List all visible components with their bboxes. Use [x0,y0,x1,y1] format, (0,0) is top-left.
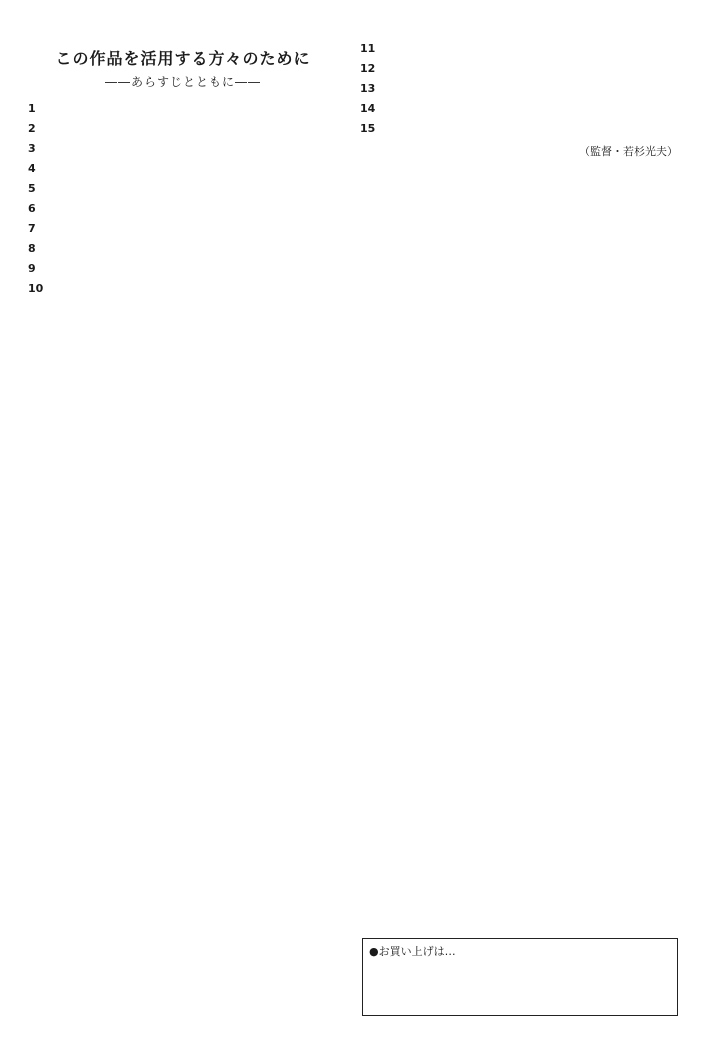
section-number: 1 [28,102,36,115]
section-5 [28,180,338,197]
section-body [46,200,338,217]
section-12 [360,60,678,77]
section-number: 12 [360,62,376,75]
page-subtitle: ――あらすじとともに―― [104,75,261,89]
section-number: 15 [360,122,376,135]
section-body [46,280,338,297]
section-14 [360,100,678,117]
section-number: 14 [360,102,376,115]
section-6 [28,200,338,217]
section-body [378,100,678,117]
section-number: 4 [28,162,36,175]
left-column [28,40,338,300]
section-7 [28,220,338,237]
section-body [378,120,678,137]
section-number: 10 [28,282,44,295]
section-15 [360,120,678,137]
section-number: 13 [360,82,376,95]
section-10 [28,280,338,297]
right-column [360,40,678,159]
section-number: 11 [360,42,376,55]
section-number: 7 [28,222,36,235]
section-3 [28,140,338,157]
section-8 [28,240,338,257]
section-1 [28,100,338,117]
section-body [378,80,678,97]
section-13 [360,80,678,97]
section-body [46,260,338,277]
section-11 [360,40,678,57]
page-title: この作品を活用する方々のために [55,49,311,68]
section-number: 3 [28,142,36,155]
director-signature: （監督・若杉光夫） [579,145,678,158]
section-body [378,60,678,77]
section-body [46,180,338,197]
section-9 [28,260,338,277]
section-body [46,120,338,137]
section-number: 8 [28,242,36,255]
section-body [46,160,338,177]
section-body [378,40,678,57]
section-body [46,140,338,157]
section-number: 6 [28,202,36,215]
section-body [46,220,338,237]
section-number: 2 [28,122,36,135]
purchase-info-label: ●お買い上げは… [369,945,456,958]
section-2 [28,120,338,137]
section-number: 5 [28,182,36,195]
section-number: 9 [28,262,36,275]
section-body [46,240,338,257]
purchase-info-box [362,938,678,1016]
section-4 [28,160,338,177]
section-body [46,100,338,117]
